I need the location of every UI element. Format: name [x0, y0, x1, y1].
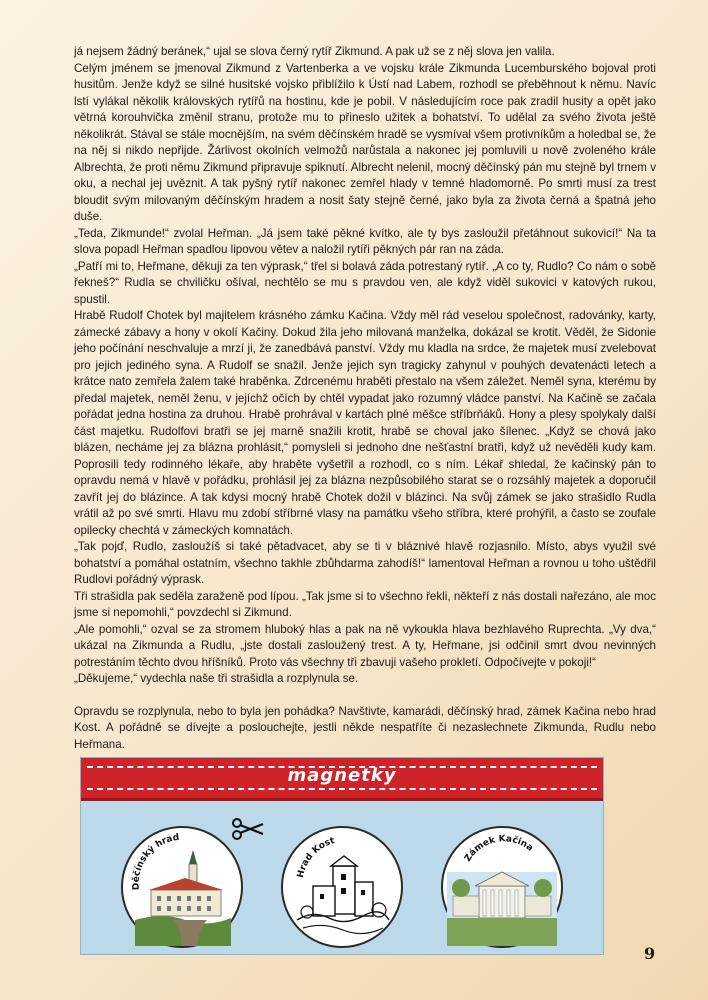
kacina-chateau-picture	[443, 828, 561, 946]
magnet-kost-castle	[281, 826, 403, 948]
paragraph-3: „Teda, Zikmunde!“ zvolal Heřman. „Já jsem také pěkné kvítko, ale ty bys zasloužil přetáhnout sukovicí!“ Na ta slova popadl Heřman spadlou lipovou větev a naložil rytíři pěkných pár ran na záda.	[74, 226, 656, 256]
kost-castle-picture	[283, 828, 401, 946]
paragraph-5: Hrabě Rudolf Chotek byl majitelem krásného zámku Kačina. Vždy měl rád veselou společnost, radovánky, karty, zámecké zábavy a hony v okolí Kačiny. Dokud žila jeho milovaná manželka, dokázal se krotit. Věděl, že Sidonie jeho počínání neschvaluje a mrzí ji, že zanedbává panství. Vždy mu kladla na srdce, že majetek musí zvelebovat pro jejich jediného syna. A Rudolf se snažil. Jenže jejich syn tragicky zahynul v pouhých devatenácti letech a krátce nato zemřela žalem také hraběnka. Zdrcenému hraběti přestalo na všem záležet. Neměl syna, kterému by předal majetek, neměl ženu, v jejíchž očích by chtěl vypadat jako rozumný vládce panství. Na Kačině se začala pořádat jedna hostina za druhou. Hrabě prohrával v kartách plné měšce stříbrňáků. Hony a plesy spolykaly další část majetku. Rudolfovi bratři se jej marně snažili krotit, hrabě se choval jako šílenec. „Když se chová jako blázen, necháme jej za blázna prohlásit,“ pomysleli si jednoho dne nešťastní bratři, když už nevěděli kudy kam. Poprosili tedy rodinného lékaře, aby hraběte vyšetřil a rozhodl, co s ním. Lékař shledal, že kačinský pán to opravdu nemá v hlavě v pořádku, prohlásil jej za blázna nezpůsobilého starat se o rozsáhlý majetek a doporučil zavřít jej do blázince. A tak kdysi mocný hrabě Chotek dožil v blázinci. Na svůj zámek se jako strašidlo Rudla vrátil až po své smrti. Hlavu mu zdobí stříbrné vlasy na památku všeho stříbra, které prohýřil, a často se zoufale opilecky chechtá v zámeckých komnatách.	[74, 309, 656, 537]
paragraph-9: „Děkujeme,“ vydechla naše tři strašidla a rozplynula se.	[74, 672, 359, 685]
magnet-label-3: Zámek Kačina	[463, 834, 535, 864]
magnet-label-2: Hrad Kost	[295, 836, 336, 879]
magnets-panel	[80, 757, 604, 955]
closing-paragraph: Opravdu se rozplynula, nebo to byla jen pohádka? Navštivte, kamarádi, děčínský hrad, zámek Kačina nebo hrad Kost. A pořádně se dívejte a poslouchejte, jestli někde nespatříte či nezaslechnete Zikmunda, Rudlu nebo Heřmana.	[74, 704, 656, 751]
decin-castle-picture	[123, 828, 241, 946]
magnet-label-1: Děčínský hrad	[131, 832, 180, 891]
paragraph-6: „Tak pojď, Rudlo, zasloužíš si také pětadvacet, aby se ti v bláznivé hlavě rozjasnilo. Místo, abys využil své bohatství a pomáhal ostatním, všechno takhle zbůhdarma zahodíš!“ lamentoval Heřman a rovnou u toho uštědřil Rudlovi pořádný výprask.	[74, 540, 656, 586]
magnet-kacina-chateau	[441, 826, 563, 948]
story-text	[74, 44, 656, 753]
paragraph-1: já nejsem žádný beránek,“ ujal se slova černý rytíř Zikmund. A pak už se z něj slova jen valila.	[74, 45, 555, 58]
magnet-decin-castle	[121, 826, 243, 948]
magnets-title: magnetky	[287, 765, 397, 786]
svg-text:Děčínský hrad	[130, 833, 179, 891]
svg-text:Zámek Kačina	[463, 834, 535, 863]
magnets-banner	[81, 758, 603, 801]
page-number: 9	[644, 944, 656, 963]
paragraph-2: Celým jménem se jmenoval Zikmund z Vartenberka a ve vojsku krále Zikmunda Lucemburského bojoval proti husitům. Jenže když se silné husitské vojsko přiblížilo k Ústí nad Labem, rozhodl se přeběhnout k němu. Navíc lstí vylákal několik královských rytířů na hostinu, kde je pobil. V následujícím roce pak zradil husity a opět jako větrná korouhvička změnil stranu, protože mu to přineslo užitek a bohatství. To udělal za svého života ještě několikrát. Stával se stále mocnějším, na svém děčínském hradě se vysmíval všem protivníkům a holedbal se, že na něj si nikdo nepřijde. Žárlivost okolních velmožů narůstala a nakonec jej pomluvili u nově zvoleného krále Albrechta, že proti němu Zikmund připravuje spiknutí. Albrecht nelenil, mocný děčínský pán mu stejně byl trnem v oku, a nechal jej uvěznit. A tak pyšný rytíř nakonec zemřel hlady v temné hladomorně. Po smrti musí za trest bloudit svým milovaným děčínským hradem a nosit šaty stejně černé, jako byla za života černá a špatná jeho duše.	[74, 61, 656, 223]
paragraph-7: Tři strašidla pak seděla zaraženě pod lípou. „Tak jsme si to všechno řekli, někteří z nás dostali nařezáno, ale moc jsme si nepomohli,“ povzdechl si Zikmund.	[74, 589, 656, 619]
svg-text:Hrad Kost	[296, 836, 336, 879]
paragraph-gap	[74, 688, 656, 704]
paragraph-8: „Ale pomohli,“ ozval se za stromem hluboký hlas a pak na ně vykoukla hlava bezhlavého Ruprechta. „Vy dva,“ ukázal na Zikmunda a Rudlu, „jste dostali zasloužený trest. A ty, Heřmane, jsi odčinil smrt dvou nevinných potrestáním těchto dvou hříšníků. Proto vás všechny tři zbavuji vašeho prokletí. Odpočívejte v pokoji!“	[74, 622, 656, 669]
paragraph-4: „Patří mi to, Heřmane, děkuji za ten výprask,“ třel si bolavá záda potrestaný rytíř. „A co ty, Rudlo? Co nám o sobě řekneš?“ Rudla se chviličku ošíval, nechtělo se mu s pravdou ven, ale když viděl sukovici v katových rukou, spustil.	[74, 259, 656, 306]
